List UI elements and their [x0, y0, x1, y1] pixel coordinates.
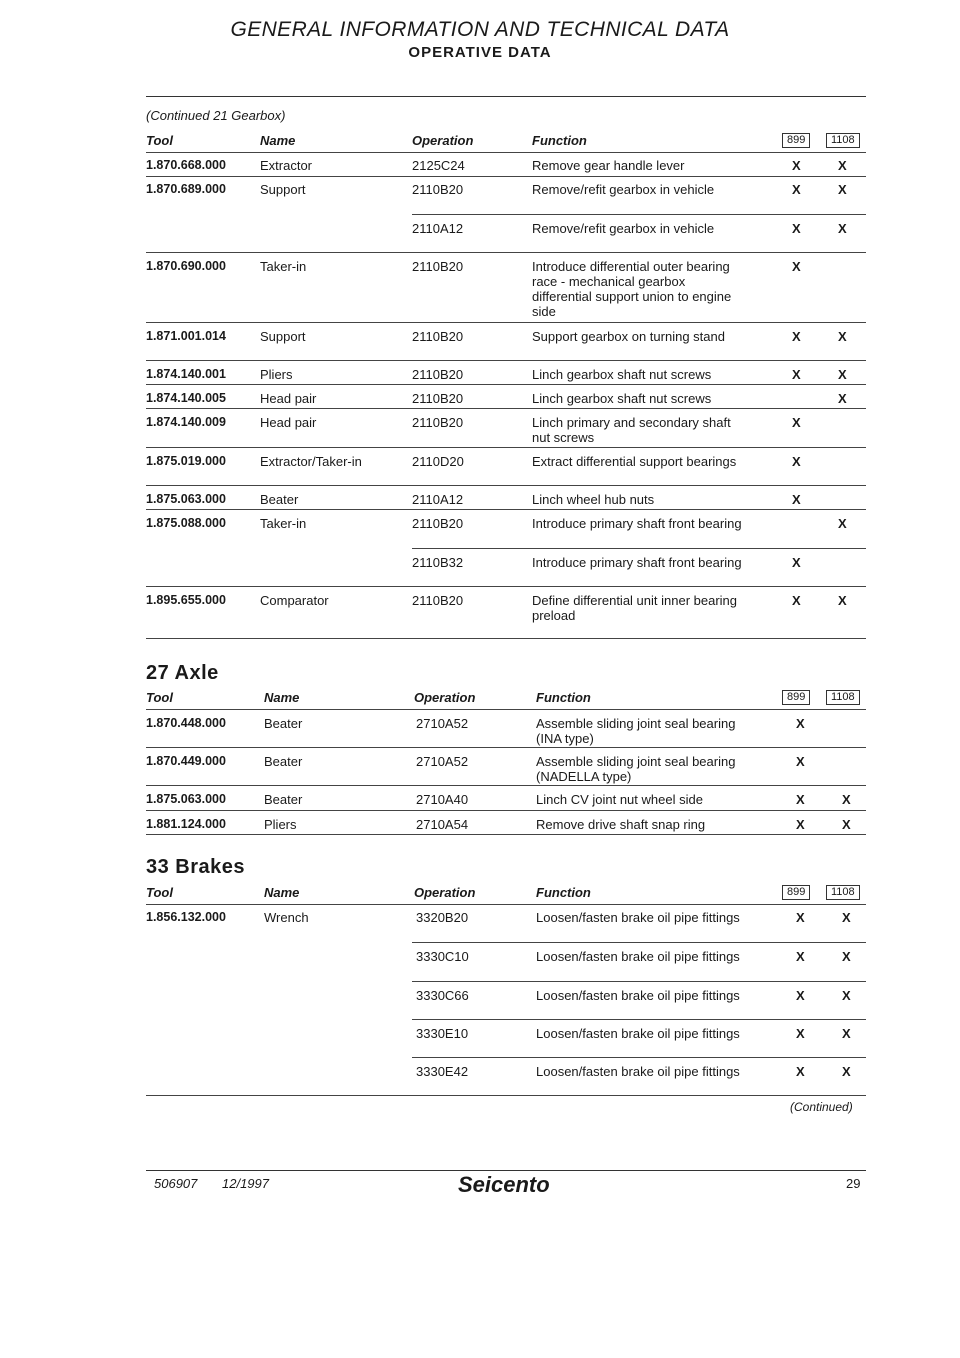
model-1108-mark: X [838, 593, 847, 608]
model-1108-mark: X [838, 391, 847, 406]
brakes-model-899: 899 [782, 885, 810, 900]
function-description: Linch wheel hub nuts [532, 492, 655, 507]
document-date: 12/1997 [222, 1176, 269, 1191]
operation-code: 2110B20 [412, 367, 464, 382]
brakes-row-rule [412, 981, 866, 982]
function-description: Loosen/fasten brake oil pipe fittings [536, 910, 740, 925]
tool-number: 1.881.124.000 [146, 817, 226, 831]
gearbox-header-operation: Operation [412, 133, 474, 148]
operation-code: 2110B20 [412, 259, 464, 274]
brakes-header-function: Function [536, 885, 591, 900]
continued-note: (Continued) [790, 1100, 853, 1114]
function-description: Loosen/fasten brake oil pipe fittings [536, 1064, 740, 1079]
model-899-mark: X [796, 949, 805, 964]
axle-row-rule [146, 785, 866, 786]
function-description: Extract differential support bearings [532, 454, 737, 469]
tool-number: 1.874.140.009 [146, 415, 226, 429]
tool-name: Taker-in [260, 259, 307, 274]
function-description: Loosen/fasten brake oil pipe fittings [536, 949, 740, 964]
tool-name: Pliers [264, 817, 297, 832]
operation-code: 3330E42 [416, 1064, 469, 1079]
function-description: Linch gearbox shaft nut screws [532, 391, 712, 406]
function-description: Introduce differential outer bearing race - mechanical gearbox differential support union to engine side [532, 259, 732, 319]
tool-number: 1.875.063.000 [146, 492, 226, 506]
function-description: Loosen/fasten brake oil pipe fittings [536, 1026, 740, 1041]
page-title: GENERAL INFORMATION AND TECHNICAL DATA [230, 18, 730, 41]
gearbox-header-function: Function [532, 133, 587, 148]
model-899-mark: X [792, 158, 801, 173]
tool-name: Comparator [260, 593, 329, 608]
function-description: Linch gearbox shaft nut screws [532, 367, 712, 382]
model-899-mark: X [796, 716, 805, 731]
model-899-mark: X [796, 792, 805, 807]
tool-number: 1.856.132.000 [146, 910, 226, 924]
gearbox-row-rule [146, 252, 866, 253]
operation-code: 2110A12 [412, 492, 464, 507]
operation-code: 3330E10 [416, 1026, 469, 1041]
model-1108-mark: X [838, 329, 847, 344]
function-description: Assemble sliding joint seal bearing (NADELLA type) [536, 754, 736, 784]
gearbox-row-rule [146, 384, 866, 385]
gearbox-row-rule [146, 586, 866, 587]
gearbox-row-rule [146, 322, 866, 323]
tool-name: Extractor/Taker-in [260, 454, 362, 469]
page-header [0, 18, 960, 61]
model-1108-mark: X [842, 817, 851, 832]
tool-number: 1.870.668.000 [146, 158, 226, 172]
tool-name: Pliers [260, 367, 293, 382]
operation-code: 2110B20 [412, 516, 464, 531]
brakes-row-rule [412, 1019, 866, 1020]
tool-name: Head pair [260, 415, 317, 430]
axle-model-1108: 1108 [826, 690, 860, 705]
tool-number: 1.875.063.000 [146, 792, 226, 806]
tool-name: Wrench [264, 910, 309, 925]
tool-number: 1.874.140.005 [146, 391, 226, 405]
model-899-mark: X [796, 910, 805, 925]
footer-rule [146, 1170, 866, 1171]
gearbox-continued-label: (Continued 21 Gearbox) [146, 108, 286, 123]
axle-row-rule [146, 747, 866, 748]
function-description: Remove/refit gearbox in vehicle [532, 182, 715, 197]
operation-code: 2110B20 [412, 593, 464, 608]
page-number: 29 [846, 1176, 861, 1191]
model-899-mark: X [792, 593, 801, 608]
gearbox-row-rule [146, 176, 866, 177]
tool-number: 1.870.689.000 [146, 182, 226, 196]
model-899-mark: X [792, 454, 801, 469]
operation-code: 2710A54 [416, 817, 469, 832]
model-1108-mark: X [842, 988, 851, 1003]
tool-number: 1.895.655.000 [146, 593, 226, 607]
axle-header-operation: Operation [414, 690, 476, 705]
axle-header-rule [146, 709, 866, 710]
brakes-row-rule [412, 1057, 866, 1058]
gearbox-header-tool: Tool [146, 133, 173, 148]
tool-name: Beater [264, 754, 303, 769]
function-description: Introduce primary shaft front bearing [532, 555, 742, 570]
tool-number: 1.870.448.000 [146, 716, 226, 730]
document-code: 506907 [154, 1176, 198, 1191]
operation-code: 2710A40 [416, 792, 469, 807]
tool-number: 1.874.140.001 [146, 367, 226, 381]
operation-code: 2110B32 [412, 555, 464, 570]
operation-code: 3330C10 [416, 949, 469, 964]
gearbox-end-rule [146, 638, 866, 639]
tool-name: Beater [264, 792, 303, 807]
gearbox-row-rule [146, 509, 866, 510]
model-1108-mark: X [838, 367, 847, 382]
function-description: Linch CV joint nut wheel side [536, 792, 703, 807]
model-1108-mark: X [842, 792, 851, 807]
model-1108-mark: X [842, 949, 851, 964]
model-1108-mark: X [842, 1026, 851, 1041]
tool-name: Taker-in [260, 516, 307, 531]
tool-name: Extractor [260, 158, 313, 173]
axle-row-rule [146, 834, 866, 835]
model-899-mark: X [792, 492, 801, 507]
brakes-model-1108: 1108 [826, 885, 860, 900]
model-1108-mark: X [838, 221, 847, 236]
gearbox-row-rule [146, 360, 866, 361]
model-899-mark: X [792, 555, 801, 570]
function-description: Remove drive shaft snap ring [536, 817, 706, 832]
model-1108-mark: X [842, 910, 851, 925]
brand-logo: Seicento [458, 1172, 550, 1197]
brakes-header-tool: Tool [146, 885, 173, 900]
model-899-mark: X [792, 259, 801, 274]
operation-code: 2710A52 [416, 754, 469, 769]
gearbox-row-rule [146, 485, 866, 486]
model-899-mark: X [796, 1026, 805, 1041]
tool-number: 1.870.449.000 [146, 754, 226, 768]
model-899-mark: X [796, 1064, 805, 1079]
function-description: Remove gear handle lever [532, 158, 685, 173]
tool-name: Beater [264, 716, 303, 731]
gearbox-header-name: Name [260, 133, 296, 148]
operation-code: 2710A52 [416, 716, 469, 731]
page-subtitle: OPERATIVE DATA [408, 44, 552, 61]
gearbox-model-1108: 1108 [826, 133, 860, 148]
model-899-mark: X [792, 367, 801, 382]
function-description: Introduce primary shaft front bearing [532, 516, 742, 531]
model-899-mark: X [796, 817, 805, 832]
function-description: Define differential unit inner bearing preload [532, 593, 738, 623]
top-divider [146, 96, 866, 97]
model-1108-mark: X [838, 158, 847, 173]
axle-row-rule [146, 810, 866, 811]
model-899-mark: X [792, 221, 801, 236]
brakes-row-rule [146, 1095, 866, 1096]
model-1108-mark: X [842, 1064, 851, 1079]
brakes-header-rule [146, 904, 866, 905]
tool-number: 1.875.019.000 [146, 454, 226, 468]
operation-code: 2110B20 [412, 329, 464, 344]
model-1108-mark: X [838, 182, 847, 197]
operation-code: 2110D20 [412, 454, 464, 469]
model-899-mark: X [792, 182, 801, 197]
operation-code: 2110B20 [412, 415, 464, 430]
gearbox-row-rule [146, 447, 866, 448]
axle-header-name: Name [264, 690, 300, 705]
tool-name: Support [260, 329, 306, 344]
operation-code: 2110A12 [412, 221, 464, 236]
gearbox-header-rule [146, 152, 866, 153]
brakes-row-rule [412, 942, 866, 943]
tool-name: Beater [260, 492, 299, 507]
gearbox-row-rule [412, 548, 866, 549]
tool-number: 1.875.088.000 [146, 516, 226, 530]
model-899-mark: X [796, 988, 805, 1003]
operation-code: 2110B20 [412, 391, 464, 406]
axle-header-function: Function [536, 690, 591, 705]
operation-code: 2125C24 [412, 158, 465, 173]
tool-name: Head pair [260, 391, 317, 406]
model-899-mark: X [792, 415, 801, 430]
model-899-mark: X [792, 329, 801, 344]
gearbox-model-899: 899 [782, 133, 810, 148]
function-description: Assemble sliding joint seal bearing (INA type) [536, 716, 736, 746]
gearbox-row-rule [412, 214, 866, 215]
operation-code: 3320B20 [416, 910, 469, 925]
function-description: Linch primary and secondary shaft nut screws [532, 415, 731, 445]
axle-model-899: 899 [782, 690, 810, 705]
operation-code: 3330C66 [416, 988, 469, 1003]
function-description: Remove/refit gearbox in vehicle [532, 221, 715, 236]
model-899-mark: X [796, 754, 805, 769]
tool-number: 1.870.690.000 [146, 259, 226, 273]
axle-header-tool: Tool [146, 690, 173, 705]
brakes-header-name: Name [264, 885, 300, 900]
brakes-header-operation: Operation [414, 885, 476, 900]
model-1108-mark: X [838, 516, 847, 531]
axle-section-title: 27 Axle [146, 662, 219, 684]
gearbox-row-rule [146, 408, 866, 409]
function-description: Support gearbox on turning stand [532, 329, 725, 344]
tool-number: 1.871.001.014 [146, 329, 226, 343]
tool-name: Support [260, 182, 306, 197]
operation-code: 2110B20 [412, 182, 464, 197]
brakes-section-title: 33 Brakes [146, 856, 246, 878]
function-description: Loosen/fasten brake oil pipe fittings [536, 988, 740, 1003]
